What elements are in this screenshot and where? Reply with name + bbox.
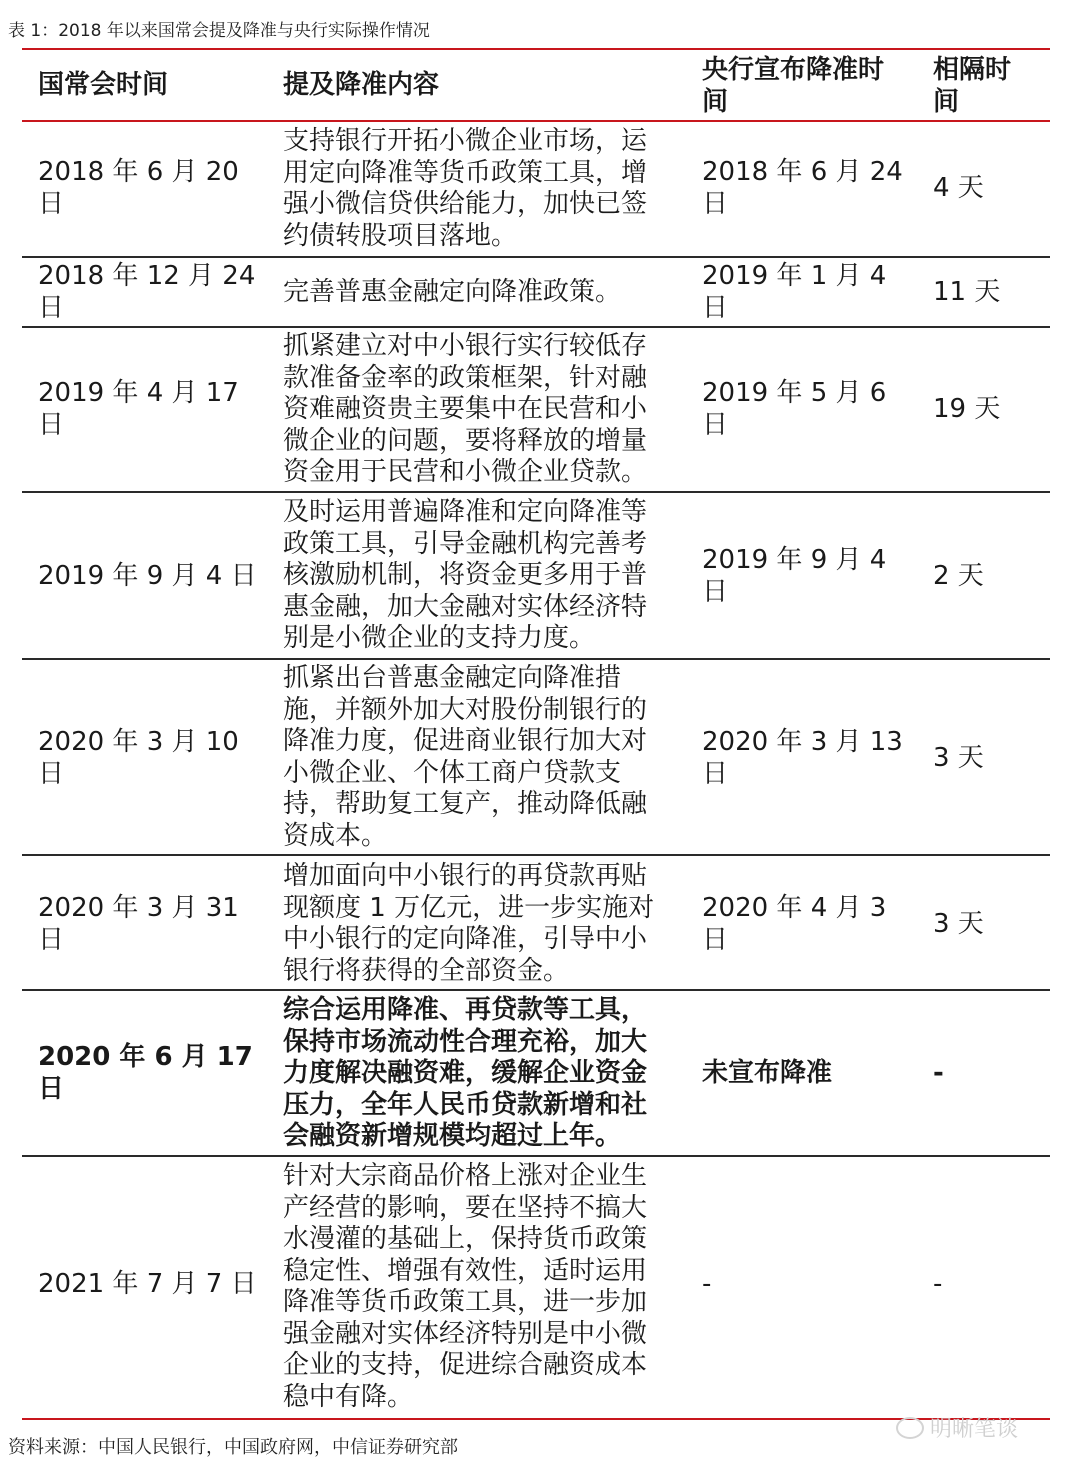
header-gap: 相隔时 间 (933, 55, 1012, 117)
row2-date: 2018 年 12 月 24 日 (38, 261, 256, 323)
table-caption: 表 1：2018 年以来国常会提及降准与央行实际操作情况 (8, 21, 430, 41)
row6-gap: 3 天 (933, 909, 984, 939)
row1-content: 支持银行开拓小微企业市场，运 用定向降准等货币政策工具，增 强小微信贷供给能力，加快已签 约债转股项目落地。 (283, 126, 648, 251)
source-note: 资料来源：中国人民银行，中国政府网，中信证券研究部 (8, 1437, 458, 1458)
row4-date: 2019 年 9 月 4 日 (38, 561, 257, 591)
header-council-date: 国常会时间 (38, 70, 169, 100)
row-divider (22, 491, 1050, 493)
header-bottom-rule (22, 120, 1050, 122)
row8-content: 针对大宗商品价格上涨对企业生 产经营的影响，要在坚持不搞大 水漫灌的基础上，保持货币政策 稳定性、增强有效性，适时运用 降准等货币政策工具，进一步加 强金融对实体经济特别是中小微 企业的支持，促进综合融资成本 稳中有降。 (283, 1161, 648, 1412)
row7-content: 综合运用降准、再贷款等工具， 保持市场流动性合理充裕，加大 力度解决融资难，缓解企业资金 压力，全年人民币贷款新增和社 会融资新增规模均超过上年。 (283, 995, 648, 1151)
row5-date: 2020 年 3 月 10 日 (38, 727, 239, 789)
row-divider (22, 326, 1050, 328)
row4-pboc: 2019 年 9 月 4 日 (702, 545, 887, 607)
row7-gap: - (933, 1058, 944, 1088)
row8-pboc: - (702, 1269, 712, 1299)
row3-date: 2019 年 4 月 17 日 (38, 378, 239, 440)
row3-pboc: 2019 年 5 月 6 日 (702, 378, 887, 440)
row8-gap: - (933, 1269, 943, 1299)
row3-gap: 19 天 (933, 394, 1001, 424)
row2-gap: 11 天 (933, 277, 1001, 307)
row5-gap: 3 天 (933, 743, 984, 773)
row-divider (22, 1155, 1050, 1157)
watermark (896, 1412, 1018, 1443)
row6-content: 增加面向中小银行的再贷款再贴 现额度 1 万亿元，进一步实施对 中小银行的定向降准，引导中小 银行将获得的全部资金。 (283, 861, 655, 986)
row5-content: 抓紧出台普惠金融定向降准措 施，并额外加大对股份制银行的 降准力度，促进商业银行加大对 小微企业、个体工商户贷款支 持，帮助复工复产，推动降低融 资成本。 (283, 663, 648, 851)
row1-gap: 4 天 (933, 173, 984, 203)
row4-content: 及时运用普遍降准和定向降准等 政策工具，引导金融机构完善考 核激励机制，将资金更多用于普 惠金融，加大金融对实体经济特 别是小微企业的支持力度。 (283, 497, 648, 653)
row2-pboc: 2019 年 1 月 4 日 (702, 261, 887, 323)
header-top-rule (22, 48, 1050, 50)
header-rrr-content: 提及降准内容 (283, 70, 440, 100)
row7-date: 2020 年 6 月 17 日 (38, 1042, 253, 1104)
row7-pboc: 未宣布降准 (702, 1058, 833, 1088)
row-divider (22, 658, 1050, 660)
row3-content: 抓紧建立对中小银行实行较低存 款准备金率的政策框架，针对融 资难融资贵主要集中在民营和小 微企业的问题，要将释放的增量 资金用于民营和小微企业贷款。 (283, 331, 648, 487)
row1-pboc: 2018 年 6 月 24 日 (702, 157, 903, 219)
watermark-text: 明晰笔谈 (930, 1417, 1019, 1442)
header-pboc-date: 央行宣布降准时 间 (702, 55, 885, 117)
row6-date: 2020 年 3 月 31 日 (38, 893, 239, 955)
row2-content: 完善普惠金融定向降准政策。 (283, 277, 622, 307)
row6-pboc: 2020 年 4 月 3 日 (702, 893, 887, 955)
row-divider (22, 989, 1050, 991)
row1-date: 2018 年 6 月 20 日 (38, 157, 239, 219)
row-divider (22, 854, 1050, 856)
row8-date: 2021 年 7 月 7 日 (38, 1269, 257, 1299)
row-divider (22, 256, 1050, 258)
chat-bubble-icon (896, 1417, 924, 1439)
row5-pboc: 2020 年 3 月 13 日 (702, 727, 903, 789)
row4-gap: 2 天 (933, 561, 984, 591)
